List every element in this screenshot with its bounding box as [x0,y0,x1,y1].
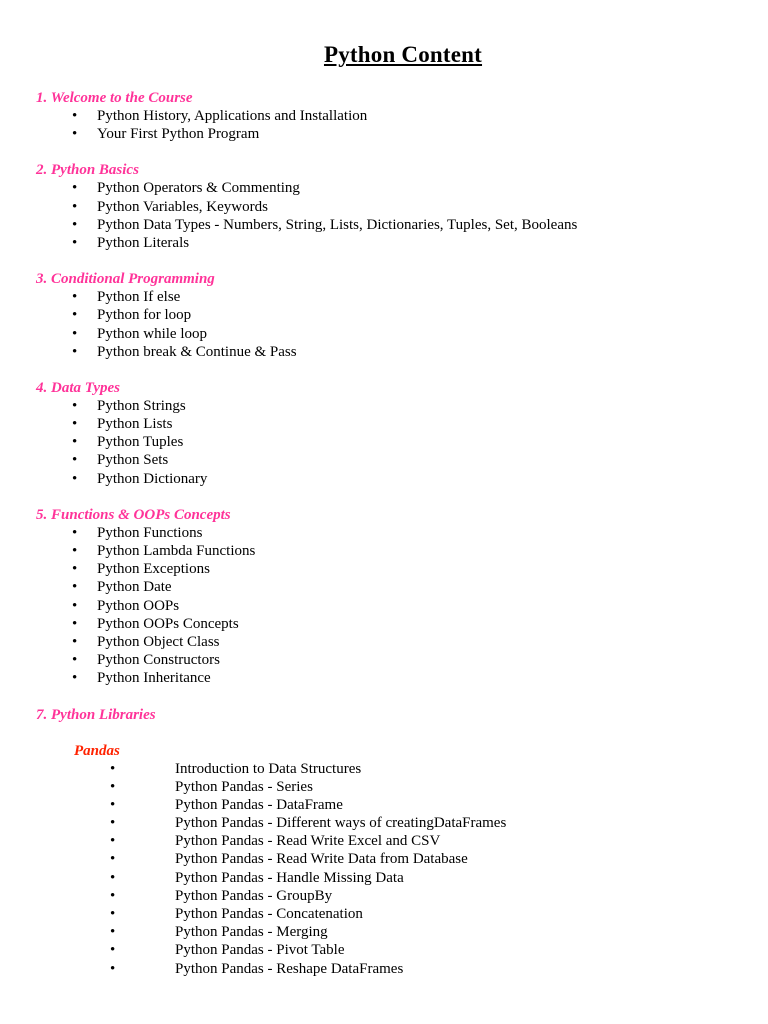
bullet-icon: • [72,198,78,215]
list-item [0,397,768,415]
section-spacer [0,488,768,506]
list-item [0,198,768,216]
list-item-text: Python Sets [97,452,169,469]
list-item [0,451,768,469]
bullet-icon: • [72,416,78,433]
list-item [0,869,768,887]
list-item-text: Python Strings [97,397,186,414]
list-item-text: Python Pandas - Series [175,778,313,795]
list-item [0,343,768,361]
list-item [0,234,768,252]
section-heading: 3. Conditional Programming [36,271,215,288]
list-item-text: Python If else [97,289,181,306]
list-item-text: Python History, Applications and Installation [97,108,368,124]
bullet-icon: • [72,452,78,469]
section-spacer [0,724,768,742]
course-outline [0,89,768,978]
topic-list [0,288,768,361]
list-item [0,633,768,651]
list-item [0,905,768,923]
list-item [0,887,768,905]
bullet-icon: • [110,960,116,977]
list-item-text: Python OOPs [97,597,180,614]
bullet-icon: • [110,869,116,886]
list-item [0,107,768,125]
bullet-icon: • [72,633,78,650]
list-item-text: Python Object Class [97,633,220,650]
bullet-icon: • [72,289,78,306]
list-item [0,960,768,978]
list-item-text: Python Date [97,579,172,596]
list-item [0,179,768,197]
topic-list [0,179,768,252]
bullet-icon: • [72,397,78,414]
list-item [0,125,768,143]
bullet-icon: • [72,216,78,233]
list-item-text: Python Operators & Commenting [97,180,300,197]
bullet-icon: • [72,234,78,251]
topic-list [0,760,768,978]
bullet-icon: • [72,579,78,596]
bullet-icon: • [72,652,78,669]
page-title: Python Content [323,42,483,67]
section-heading: 2. Python Basics [36,162,139,179]
bullet-icon: • [110,924,116,941]
bullet-icon: • [72,615,78,632]
list-item-text: Python Tuples [97,434,184,451]
list-item [0,597,768,615]
list-item [0,433,768,451]
list-item-text: Your First Python Program [97,126,260,143]
list-item-text: Python Variables, Keywords [97,198,268,215]
bullet-icon: • [72,434,78,451]
list-item [0,306,768,324]
list-item-text: Python Pandas - Reshape DataFrames [175,960,404,977]
list-item [0,669,768,687]
list-item-text: Python Pandas - Read Write Data from Database [175,851,468,868]
bullet-icon: • [72,561,78,578]
list-item-text: Python Inheritance [97,670,211,687]
list-item-text: Python Lambda Functions [97,543,256,559]
list-item [0,542,768,560]
topic-list [0,397,768,488]
bullet-icon: • [110,833,116,850]
list-item [0,850,768,868]
list-item-text: Python Pandas - Concatenation [175,906,363,922]
section-heading: 7. Python Libraries [36,706,156,723]
section-heading: 5. Functions & OOPs Concepts [36,506,231,523]
bullet-icon: • [110,887,116,904]
bullet-icon: • [72,543,78,559]
bullet-icon: • [72,180,78,197]
list-item [0,560,768,578]
list-item-text: Python for loop [97,307,192,324]
list-item-text: Python Pandas - Pivot Table [175,942,345,959]
bullet-icon: • [72,597,78,614]
bullet-icon: • [72,343,78,360]
bullet-icon: • [72,524,78,541]
bullet-icon: • [72,325,78,342]
bullet-icon: • [110,906,116,922]
list-item [0,415,768,433]
section-spacer [0,252,768,270]
list-item [0,941,768,959]
bullet-icon: • [72,670,78,687]
list-item-text: Python Exceptions [97,561,210,578]
section-heading: 4. Data Types [36,379,121,396]
list-item-text: Python Pandas - Read Write Excel and CSV [175,833,441,850]
bullet-icon: • [110,815,116,832]
list-item-text: Python Pandas - Handle Missing Data [175,869,404,886]
bullet-icon: • [110,778,116,795]
list-item [0,578,768,596]
list-item-text: Python while loop [97,325,208,342]
bullet-icon: • [110,796,116,813]
bullet-icon: • [72,470,78,487]
list-item-text: Introduction to Data Structures [175,760,362,777]
list-item [0,651,768,669]
bullet-icon: • [72,307,78,324]
list-item [0,216,768,234]
list-item [0,288,768,306]
section-spacer [0,143,768,161]
bullet-icon: • [110,942,116,959]
list-item-text: Python Constructors [97,652,220,669]
list-item-text: Python Literals [97,234,190,251]
list-item [0,470,768,488]
list-item-text: Python Lists [97,416,173,433]
list-item [0,814,768,832]
bullet-icon: • [110,851,116,868]
list-item [0,760,768,778]
subsection-heading: Pandas [74,742,120,759]
section-spacer [0,688,768,706]
list-item-text: Python break & Continue & Pass [97,343,297,360]
list-item [0,325,768,343]
list-item-text: Python Dictionary [97,470,208,487]
section-spacer [0,361,768,379]
list-item [0,832,768,850]
bullet-icon: • [72,108,78,124]
list-item [0,524,768,542]
list-item [0,615,768,633]
list-item-text: Python Pandas - Merging [175,924,328,941]
list-item [0,778,768,796]
list-item [0,796,768,814]
list-item-text: Python Pandas - Different ways of creatingDataFrames [175,815,507,832]
section-heading: 1. Welcome to the Course [36,90,193,106]
bullet-icon: • [72,126,78,143]
topic-list [0,107,768,143]
list-item-text: Python OOPs Concepts [97,615,239,632]
list-item [0,923,768,941]
list-item-text: Python Functions [97,524,203,541]
bullet-icon: • [110,760,116,777]
list-item-text: Python Pandas - DataFrame [175,796,343,813]
list-item-text: Python Pandas - GroupBy [175,887,333,904]
list-item-text: Python Data Types - Numbers, String, Lists, Dictionaries, Tuples, Set, Booleans [97,216,578,233]
topic-list [0,524,768,688]
